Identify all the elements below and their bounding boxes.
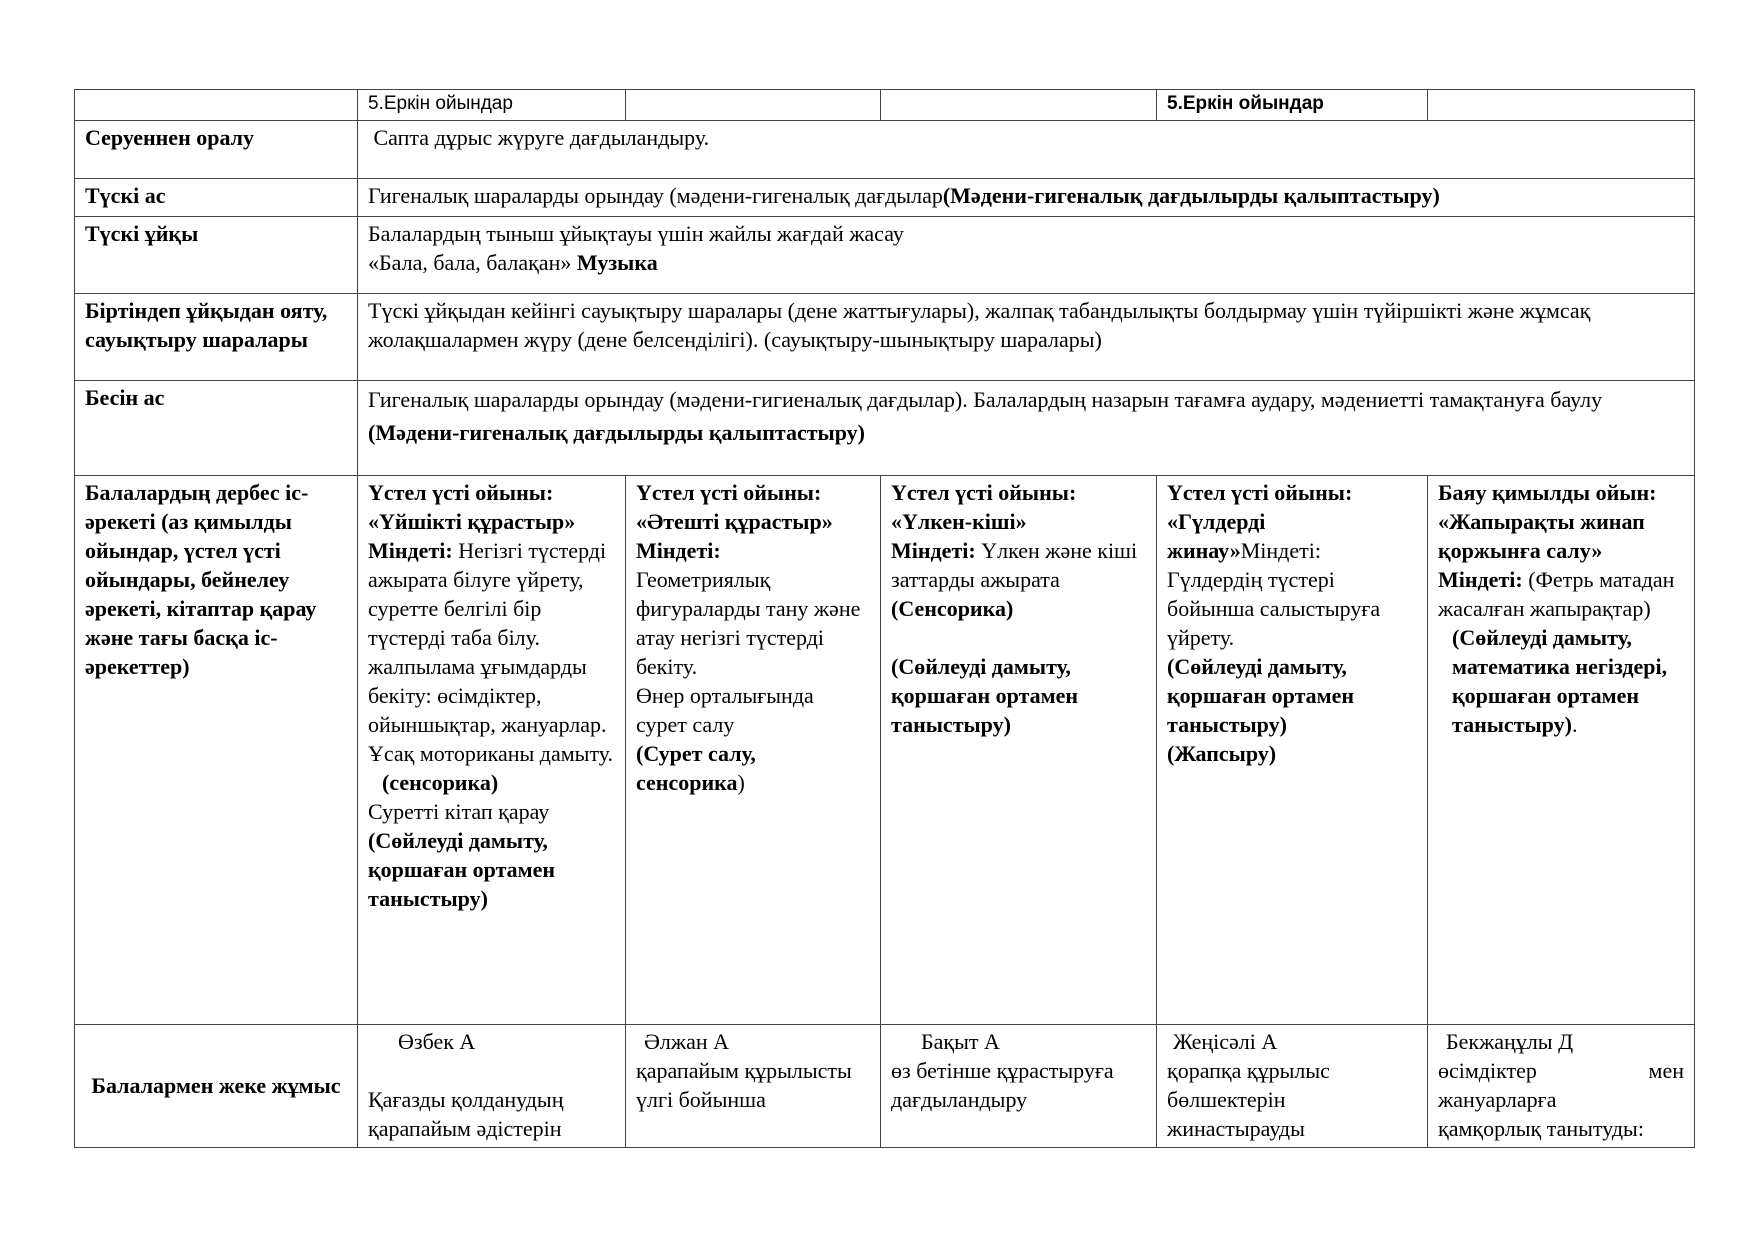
snack-bold: (Мәдени-гигеналық дағдылырды қалыптастыру) [368,420,865,445]
individual-text: қарапайым құрылысты үлгі бойынша [636,1058,852,1112]
row-content: Түскі ұйқыдан кейінгі сауықтыру шаралары (дене жаттығулары), жалпақ табандылықты болдырмау үшін түйіршікті және жұмсақ жолақшалармен жүру (дене белсенділігі). (сауықтыру-шынықтыру шаралары) [358,294,1695,381]
child-name: Бақыт А [921,1029,1000,1054]
task-label: Міндеті: [368,538,453,563]
nap-row [75,217,1695,294]
snack-row [75,381,1695,476]
activity-title: Үстел үсті ойыны: «Әтешті құрастыр» [636,480,833,534]
empty-cell [75,90,358,121]
monday-activity-cell [358,476,626,1025]
individual-work-row [75,1025,1695,1148]
task-label: Міндеті: [891,538,976,563]
activity-tag: (Жапсыру) [1167,741,1277,766]
task-text: Геометриялық фигураларды тану және атау негізгі түстерді бекіту. [636,567,861,679]
row-content [358,179,1695,217]
individual-text: өз бетінше құрастыруға дағдыландыру [891,1058,1114,1112]
friday-individual-cell [1428,1025,1695,1148]
activity-title: Үстел үсті ойыны: «Үлкен-кіші» [891,480,1077,534]
monday-individual-cell [358,1025,626,1148]
individual-text: жануарларға [1438,1087,1557,1112]
task-text: (Фетрь матадан жасалған жапырақтар) [1438,567,1675,621]
row-label: Балалардың дербес іс-әрекеті (аз қимылды ойындар, үстел үсті ойындары, бейнелеу әрекеті, кітаптар қарау және тағы басқа іс-әрекеттер) [75,476,358,1025]
child-name: Өзбек А [398,1029,476,1054]
activity-title: Үстел үсті ойыны: «Үйшікті құрастыр» [368,480,576,534]
daily-plan-table [74,89,1695,1148]
row-label: Серуеннен оралу [75,121,358,179]
lunch-text: Гигеналық шараларды орындау (мәдени-гигеналық дағдылар [368,183,943,208]
row-content [358,217,1695,294]
wednesday-activity-cell [881,476,1157,1025]
nap-line1: Балалардың тыныш ұйықтауы үшін жайлы жағдай жасау [368,221,904,246]
task-label: Міндеті: [1240,538,1321,563]
tuesday-activity-cell [626,476,881,1025]
empty-cell [881,90,1157,121]
row-label: Біртіндеп ұйқыдан ояту, сауықтыру шаралары [75,294,358,381]
activity-tag: (Сенсорика) [891,596,1014,621]
activity-text: Суретті кітап қарау [368,799,550,824]
thursday-individual-cell [1157,1025,1428,1148]
snack-text: Гигеналық шараларды орындау (мәдени-гигиеналық дағдылар). Балалардың назарын тағамға аудару, мәдениетті тамақтануға баулу [368,387,1603,412]
free-play-row [75,90,1695,121]
task-text: Гүлдердің түстері бойынша салыстыруға үйрету. [1167,567,1381,650]
individual-text: қорапқа құрылыс бөлшектерін жинастырауды [1167,1058,1330,1141]
activity-tag: (Сөйлеуді дамыту, қоршаған ортамен таныстыру) [891,654,1079,737]
row-label: Бесін ас [75,381,358,476]
row-label: Балалармен жеке жұмыс [75,1025,358,1148]
wakeup-row [75,294,1695,381]
activity-tag: (Сөйлеуді дамыту, математика негіздері, қоршаған ортамен таныстыру) [1452,625,1668,737]
lunch-bold: (Мәдени-гигеналық дағдылырды қалыптастыру) [942,183,1440,208]
activity-tag-end: ) [737,770,745,795]
individual-text: қамқорлық танытуды: [1438,1116,1644,1141]
lunch-row [75,179,1695,217]
child-name: Жеңісәлі А [1173,1029,1278,1054]
friday-activity-cell [1428,476,1695,1025]
spacer [368,1056,615,1085]
wednesday-individual-cell [881,1025,1157,1148]
activity-title: Үстел үсті ойыны: «Гүлдерді жинау» [1167,480,1353,563]
row-content [358,381,1695,476]
child-name: Бекжаңұлы Д [1446,1029,1574,1054]
walk-return-text: Сапта дұрыс жүруге дағдыландыру. [373,125,710,150]
task-label: Міндеті: [1438,567,1523,592]
empty-cell [1428,90,1695,121]
activity-tag: (сенсорика) [382,770,499,795]
tuesday-individual-cell [626,1025,881,1148]
thursday-activity-cell [1157,476,1428,1025]
empty-cell [626,90,881,121]
activity-tag: (Сөйлеуді дамыту, қоршаған ортамен таныстыру) [1167,654,1355,737]
activity-tag: (Сурет салу, сенсорика [636,741,756,795]
free-play-cell: 5.Еркін ойындар [358,90,626,121]
row-label: Түскі ас [75,179,358,217]
free-play-cell: 5.Еркін ойындар [1157,90,1428,121]
task-label: Міндеті: [636,538,721,563]
individual-text: өсімдіктер мен [1438,1058,1684,1083]
activity-tag-end: . [1571,712,1578,737]
spacer [891,623,1146,652]
activity-title: Баяу қимылды ойын: «Жапырақты жинап қоржынға салу» [1438,480,1657,563]
child-name: Әлжан А [644,1029,729,1054]
activity-tag: (Сөйлеуді дамыту, қоршаған ортамен таныстыру) [368,828,556,911]
independent-activity-row [75,476,1695,1025]
row-label: Түскі ұйқы [75,217,358,294]
row-content [358,121,1695,179]
individual-text: Қағазды қолданудың қарапайым әдістерін [368,1087,564,1141]
task-text: Үлкен және кіші заттарды ажырата [891,538,1138,592]
task-text: Негізгі түстерді ажырата білуге үйрету, суретте белгілі бір түстерді таба білу. жалпылама ұғымдарды бекіту: өсімдіктер, ойыншықтар, жануарлар. Ұсақ моториканы дамыту. [368,538,614,766]
nap-line2-bold: Музыка [576,250,658,275]
nap-line2: «Бала, бала, балақан» [368,250,572,275]
activity-text: Өнер орталығында сурет салу [636,683,814,737]
walk-return-row [75,121,1695,179]
